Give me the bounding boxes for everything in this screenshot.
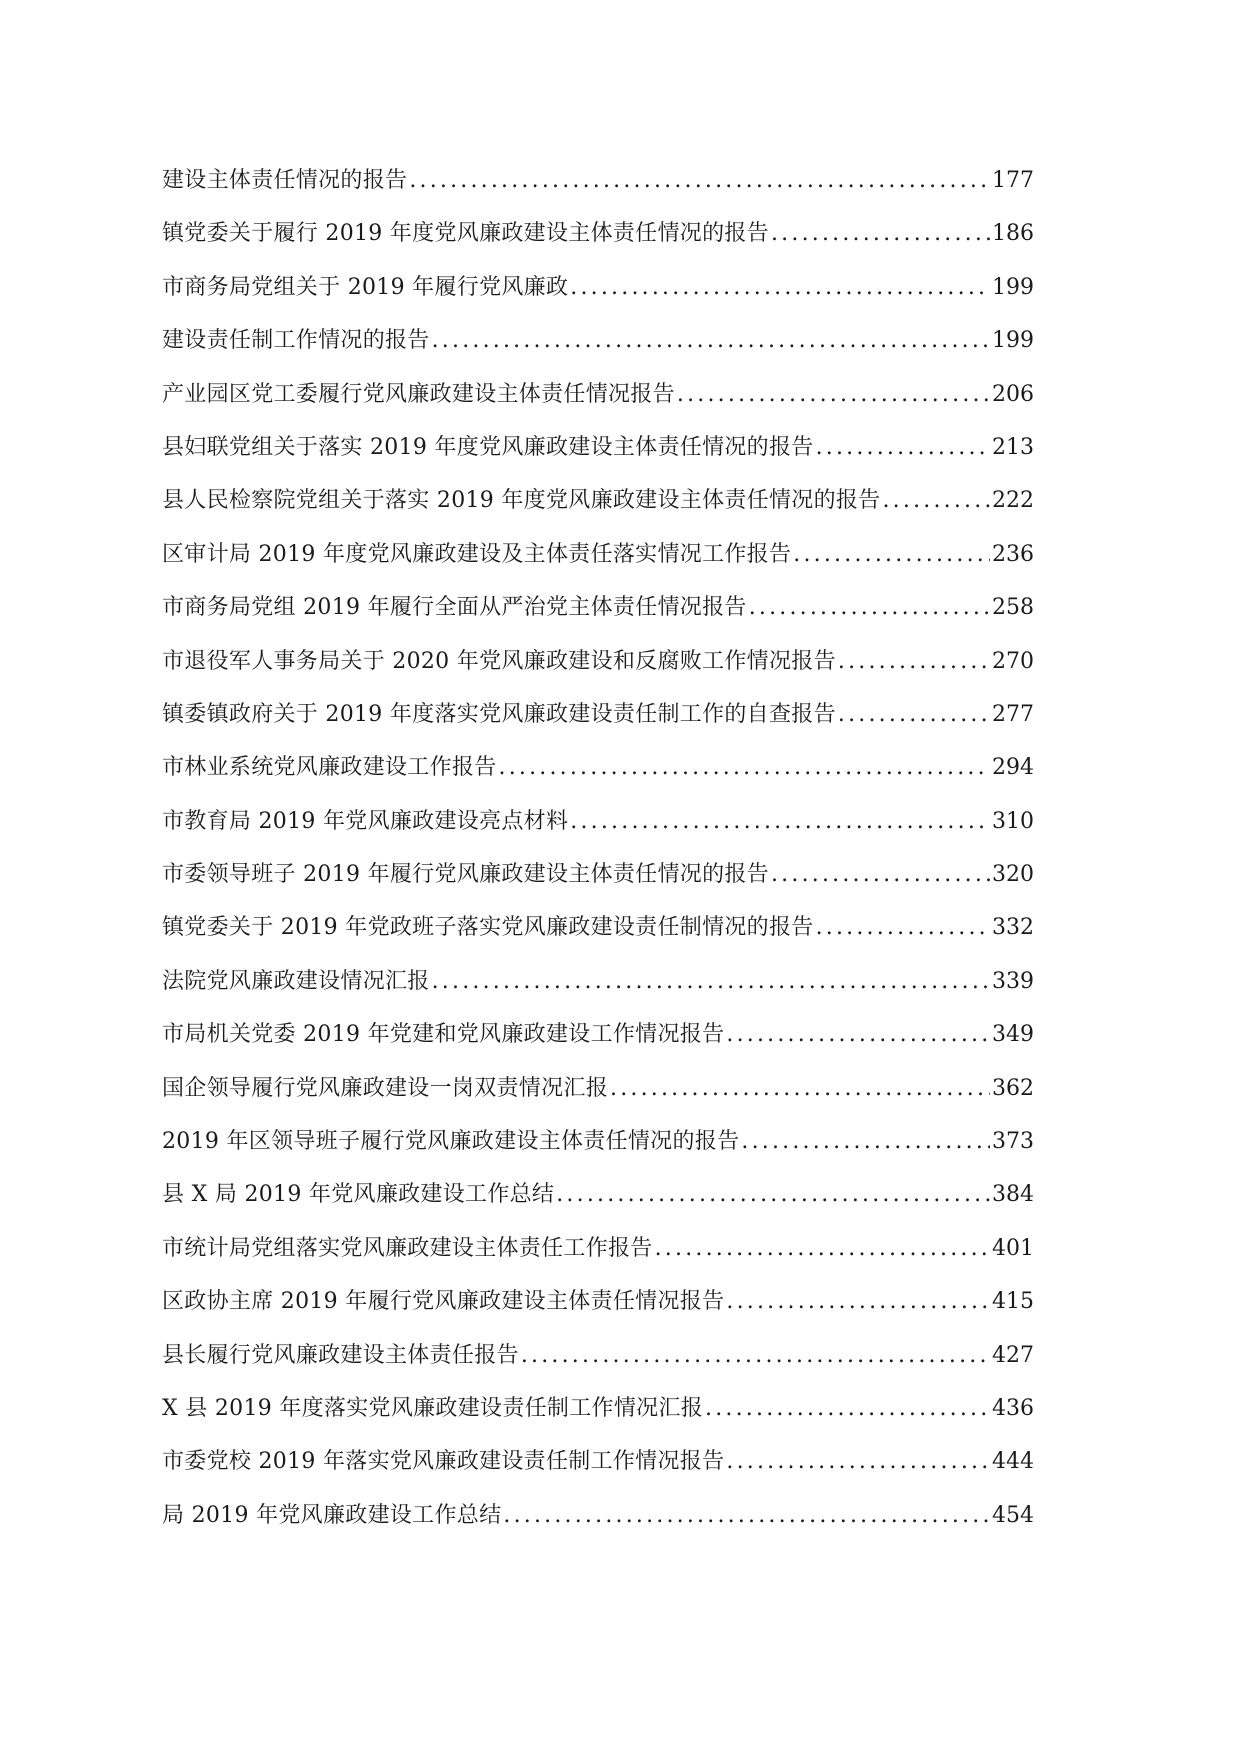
toc-page-number: 415 [992, 1289, 1034, 1315]
toc-page-number: 199 [992, 274, 1034, 300]
toc-page-number: 236 [992, 541, 1034, 567]
toc-entry-title: 镇党委关于 2019 年党政班子落实党风廉政建设责任制情况的报告 [162, 915, 814, 941]
toc-entry[interactable] [162, 1168, 1034, 1221]
toc-page-number: 206 [992, 381, 1034, 407]
toc-entry[interactable] [162, 1382, 1034, 1435]
toc-dot-leader [432, 955, 990, 1008]
toc-entry[interactable] [162, 955, 1034, 1008]
toc-dot-leader [556, 1168, 990, 1221]
toc-page-number: 294 [992, 755, 1034, 781]
toc-dot-leader [882, 474, 990, 527]
toc-page-number: 349 [992, 1022, 1034, 1048]
toc-entry[interactable] [162, 1275, 1034, 1328]
table-of-contents [162, 154, 1034, 1542]
toc-page-number: 444 [992, 1449, 1034, 1475]
toc-entry[interactable] [162, 1115, 1034, 1168]
toc-dot-leader [793, 528, 990, 581]
toc-page-number: 199 [992, 328, 1034, 354]
toc-entry-title: 局 2019 年党风廉政建设工作总结 [162, 1502, 502, 1528]
toc-entry[interactable] [162, 1062, 1034, 1115]
toc-page-number: 222 [992, 488, 1034, 514]
toc-dot-leader [726, 1008, 990, 1061]
toc-entry-title: 区政协主席 2019 年履行党风廉政建设主体责任情况报告 [162, 1289, 725, 1315]
toc-page-number: 277 [992, 701, 1034, 727]
toc-entry[interactable] [162, 1008, 1034, 1061]
toc-entry[interactable] [162, 1222, 1034, 1275]
toc-entry[interactable] [162, 1489, 1034, 1542]
toc-entry[interactable] [162, 1329, 1034, 1382]
toc-dot-leader [570, 795, 990, 848]
toc-entry-title: 镇党委关于履行 2019 年度党风廉政建设主体责任情况的报告 [162, 221, 769, 247]
toc-dot-leader [749, 581, 990, 634]
toc-entry-title: 2019 年区领导班子履行党风廉政建设主体责任情况的报告 [162, 1129, 740, 1155]
toc-page-number: 339 [992, 968, 1034, 994]
toc-entry-title: 市统计局党组落实党风廉政建设主体责任工作报告 [162, 1235, 653, 1261]
toc-entry-title: 市商务局党组关于 2019 年履行党风廉政 [162, 274, 569, 300]
toc-dot-leader [503, 1489, 990, 1542]
toc-entry-title: 市教育局 2019 年党风廉政建设亮点材料 [162, 808, 569, 834]
toc-entry[interactable] [162, 314, 1034, 367]
toc-entry[interactable] [162, 581, 1034, 634]
toc-entry-title: 市林业系统党风廉政建设工作报告 [162, 755, 497, 781]
toc-entry[interactable] [162, 368, 1034, 421]
toc-entry[interactable] [162, 848, 1034, 901]
toc-entry-title: 县人民检察院党组关于落实 2019 年度党风廉政建设主体责任情况的报告 [162, 488, 881, 514]
toc-entry-title: 建设责任制工作情况的报告 [162, 328, 430, 354]
toc-dot-leader [432, 314, 990, 367]
toc-entry[interactable] [162, 741, 1034, 794]
toc-page-number: 373 [992, 1129, 1034, 1155]
toc-entry[interactable] [162, 154, 1034, 207]
toc-page-number: 384 [992, 1182, 1034, 1208]
toc-dot-leader [726, 1275, 990, 1328]
toc-entry[interactable] [162, 901, 1034, 954]
toc-entry[interactable] [162, 688, 1034, 741]
toc-page-number: 310 [992, 808, 1034, 834]
toc-page-number: 401 [992, 1235, 1034, 1261]
toc-entry-title: 区审计局 2019 年度党风廉政建设及主体责任落实情况工作报告 [162, 541, 792, 567]
toc-dot-leader [771, 848, 990, 901]
toc-page-number: 270 [992, 648, 1034, 674]
toc-dot-leader [705, 1382, 990, 1435]
toc-page-number: 436 [992, 1395, 1034, 1421]
toc-entry-title: 产业园区党工委履行党风廉政建设主体责任情况报告 [162, 381, 675, 407]
toc-dot-leader [838, 688, 990, 741]
toc-page-number: 177 [992, 168, 1034, 193]
toc-page-number: 186 [992, 221, 1034, 247]
toc-entry[interactable] [162, 635, 1034, 688]
toc-entry[interactable] [162, 528, 1034, 581]
toc-entry-title: 县 X 局 2019 年党风廉政建设工作总结 [162, 1182, 555, 1208]
toc-dot-leader [726, 1435, 990, 1488]
toc-entry-title: 县长履行党风廉政建设主体责任报告 [162, 1342, 519, 1368]
toc-page-number: 427 [992, 1342, 1034, 1368]
toc-dot-leader [838, 635, 990, 688]
toc-page-number: 332 [992, 915, 1034, 941]
toc-dot-leader [816, 901, 990, 954]
toc-dot-leader [610, 1062, 990, 1115]
toc-dot-leader [771, 207, 990, 260]
toc-entry-title: 镇委镇政府关于 2019 年度落实党风廉政建设责任制工作的自查报告 [162, 701, 836, 727]
toc-entry-title: 市退役军人事务局关于 2020 年党风廉政建设和反腐败工作情况报告 [162, 648, 836, 674]
toc-entry-title: 市委领导班子 2019 年履行党风廉政建设主体责任情况的报告 [162, 862, 769, 888]
toc-entry-title: 市委党校 2019 年落实党风廉政建设责任制工作情况报告 [162, 1449, 725, 1475]
toc-dot-leader [655, 1222, 990, 1275]
toc-page-number: 362 [992, 1075, 1034, 1101]
toc-page-number: 213 [992, 434, 1034, 460]
toc-dot-leader [521, 1329, 990, 1382]
toc-entry[interactable] [162, 795, 1034, 848]
toc-page-number: 454 [992, 1502, 1034, 1528]
toc-entry-title: X 县 2019 年度落实党风廉政建设责任制工作情况汇报 [162, 1395, 704, 1421]
toc-dot-leader [499, 741, 990, 794]
toc-dot-leader [741, 1115, 990, 1168]
toc-entry-title: 国企领导履行党风廉政建设一岗双责情况汇报 [162, 1075, 609, 1101]
toc-entry[interactable] [162, 261, 1034, 314]
toc-page-number: 320 [992, 862, 1034, 888]
toc-entry-title: 市局机关党委 2019 年党建和党风廉政建设工作情况报告 [162, 1022, 725, 1048]
toc-dot-leader [677, 368, 990, 421]
toc-entry-title: 建设主体责任情况的报告 [162, 168, 408, 193]
toc-entry[interactable] [162, 474, 1034, 527]
toc-entry-title: 县妇联党组关于落实 2019 年度党风廉政建设主体责任情况的报告 [162, 434, 814, 460]
toc-dot-leader [570, 261, 990, 314]
toc-entry[interactable] [162, 421, 1034, 474]
toc-entry[interactable] [162, 207, 1034, 260]
toc-entry-title: 法院党风廉政建设情况汇报 [162, 968, 430, 994]
toc-dot-leader [409, 154, 990, 207]
toc-entry[interactable] [162, 1435, 1034, 1488]
toc-entry-title: 市商务局党组 2019 年履行全面从严治党主体责任情况报告 [162, 595, 747, 621]
toc-page-number: 258 [992, 595, 1034, 621]
toc-dot-leader [816, 421, 990, 474]
